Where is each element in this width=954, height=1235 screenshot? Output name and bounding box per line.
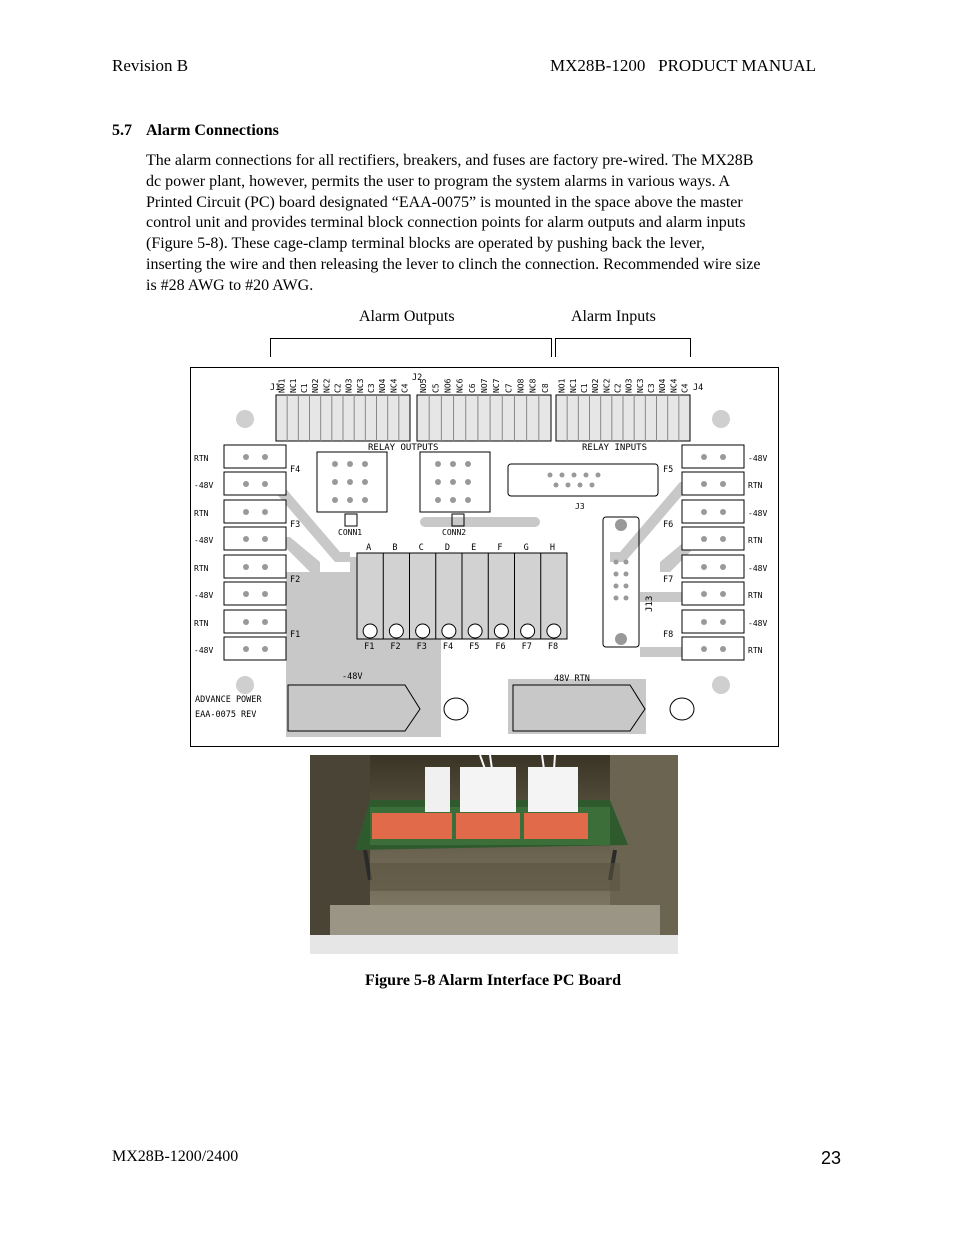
board-photo bbox=[310, 755, 678, 954]
fuse-terminal bbox=[389, 624, 403, 638]
fuse-letter: A bbox=[366, 543, 372, 553]
body-line: control unit and provides terminal block connection points for alarm outputs and alarm inputs bbox=[146, 214, 746, 232]
pin-label: NO2 bbox=[591, 378, 601, 393]
relay-inputs-label: RELAY INPUTS bbox=[582, 443, 648, 453]
figure-caption: Figure 5-8 Alarm Interface PC Board bbox=[364, 972, 622, 989]
side-terminal bbox=[224, 555, 286, 578]
fuse-label: F3 bbox=[290, 520, 301, 530]
rtn-label: RTN bbox=[748, 481, 763, 490]
pin-label: C1 bbox=[579, 383, 589, 393]
j4-label: J4 bbox=[693, 383, 704, 393]
rtn-label: RTN bbox=[748, 646, 763, 655]
fuse-label: F6 bbox=[495, 642, 506, 652]
neg48-label: -48V bbox=[194, 646, 214, 655]
fuse-terminal bbox=[363, 624, 377, 638]
rtn-label: RTN bbox=[194, 619, 209, 628]
rtn-label: RTN bbox=[194, 564, 209, 573]
pin-label: NC2 bbox=[322, 378, 332, 393]
relay-outputs-label: RELAY OUTPUTS bbox=[368, 443, 439, 453]
fuse-label: F1 bbox=[290, 630, 301, 640]
alarm-inputs-bracket bbox=[555, 338, 691, 357]
bus-rtn-label: 48V RTN bbox=[554, 674, 590, 684]
pin-label: NC4 bbox=[669, 378, 679, 393]
fuse-terminal bbox=[521, 624, 535, 638]
fuse-terminal bbox=[442, 624, 456, 638]
pin-label: NC1 bbox=[288, 378, 298, 393]
neg48-label: -48V bbox=[194, 481, 214, 490]
section-title: Alarm Connections bbox=[146, 122, 279, 139]
pin-label: NO1 bbox=[277, 378, 287, 393]
fuse-letter: G bbox=[523, 543, 529, 553]
fuse-terminal bbox=[416, 624, 430, 638]
side-terminal bbox=[224, 610, 286, 633]
pin-label: C7 bbox=[504, 383, 514, 393]
pin-label: NC3 bbox=[355, 378, 365, 393]
j1-label: J1 bbox=[270, 383, 281, 393]
pin-label: NO3 bbox=[624, 378, 634, 393]
pin-label: NC3 bbox=[635, 378, 645, 393]
pin-label: NC4 bbox=[389, 378, 399, 393]
fuse-label: F2 bbox=[290, 575, 301, 585]
side-terminal bbox=[682, 637, 744, 660]
side-terminal bbox=[224, 472, 286, 495]
fuse-label: F2 bbox=[390, 642, 401, 652]
fuse-terminal bbox=[494, 624, 508, 638]
fuse-letter: B bbox=[392, 543, 398, 553]
j2-label: J2 bbox=[412, 373, 423, 383]
rtn-label: RTN bbox=[748, 536, 763, 545]
pin-label: NO1 bbox=[557, 378, 567, 393]
side-terminal bbox=[682, 527, 744, 550]
footer-model: MX28B-1200/2400 bbox=[112, 1148, 239, 1165]
side-terminal bbox=[682, 445, 744, 468]
alarm-outputs-bracket bbox=[270, 338, 552, 357]
neg48-label: -48V bbox=[194, 536, 214, 545]
bus-neg-label: -48V bbox=[342, 672, 363, 682]
j3-label: J3 bbox=[575, 502, 585, 511]
conn2-label: CONN2 bbox=[442, 528, 467, 537]
alarm-inputs-label: Alarm Inputs bbox=[571, 308, 656, 325]
pin-label: C5 bbox=[431, 383, 441, 393]
alarm-outputs-label: Alarm Outputs bbox=[359, 308, 455, 325]
pin-label: NO4 bbox=[658, 378, 668, 393]
part-label: EAA-0075 REV bbox=[195, 710, 257, 720]
fuse-letter: H bbox=[549, 543, 555, 553]
neg48-label: -48V bbox=[748, 509, 768, 518]
pin-label: NO7 bbox=[480, 378, 489, 393]
body-line: dc power plant, however, permits the user to program the system alarms in various ways. A bbox=[146, 172, 731, 190]
side-terminal bbox=[682, 500, 744, 523]
fuse-label: F3 bbox=[416, 642, 427, 652]
side-terminal bbox=[224, 582, 286, 605]
j13-label: J13 bbox=[645, 595, 655, 612]
fuse-label: F8 bbox=[547, 642, 559, 652]
pin-label: NO3 bbox=[344, 378, 354, 393]
pin-label: NO2 bbox=[311, 378, 321, 393]
conn1-label: CONN1 bbox=[338, 528, 363, 537]
maker-label: ADVANCE POWER bbox=[195, 695, 262, 705]
section-heading bbox=[112, 122, 279, 140]
pc-board-diagram bbox=[190, 367, 779, 747]
side-terminal bbox=[224, 637, 286, 660]
pin-label: NO6 bbox=[443, 378, 453, 393]
body-line: (Figure 5-8). These cage-clamp terminal blocks are operated by pushing back the lever, bbox=[146, 235, 705, 253]
pin-label: C8 bbox=[540, 383, 550, 393]
section-body bbox=[146, 151, 846, 297]
pin-label: C2 bbox=[333, 383, 343, 393]
body-line: The alarm connections for all rectifiers, breakers, and fuses are factory pre-wired. The MX28B bbox=[146, 152, 754, 169]
pin-label: NO4 bbox=[378, 378, 388, 393]
body-line: is #28 AWG to #20 AWG. bbox=[146, 276, 314, 294]
pin-label: C3 bbox=[366, 383, 376, 393]
neg48-label: -48V bbox=[748, 454, 768, 463]
rtn-label: RTN bbox=[748, 591, 763, 600]
side-terminal bbox=[682, 555, 744, 578]
side-terminal bbox=[224, 445, 286, 468]
pin-label: NC6 bbox=[455, 378, 465, 393]
pin-label: NC2 bbox=[602, 378, 612, 393]
pin-label: NC7 bbox=[492, 378, 502, 393]
fuse-letter: E bbox=[471, 543, 477, 553]
fuse-terminal bbox=[547, 624, 561, 638]
body-line: inserting the wire and then releasing the lever to clinch the connection. Recommended wire size bbox=[146, 255, 761, 273]
pin-label: NO5 bbox=[419, 378, 429, 393]
side-terminal bbox=[682, 472, 744, 495]
fuse-label: F6 bbox=[663, 520, 674, 530]
pin-label: C3 bbox=[646, 383, 656, 393]
neg48-label: -48V bbox=[748, 564, 768, 573]
fuse-label: F5 bbox=[663, 465, 674, 475]
body-line: Printed Circuit (PC) board designated “EAA-0075” is mounted in the space above the master bbox=[146, 193, 743, 211]
pin-label: NC8 bbox=[528, 378, 538, 393]
neg48-label: -48V bbox=[748, 619, 768, 628]
fuse-label: F5 bbox=[469, 642, 480, 652]
side-terminal bbox=[224, 527, 286, 550]
pin-label: NO8 bbox=[516, 378, 526, 393]
fuse-letter: F bbox=[497, 543, 503, 553]
fuse-label: F7 bbox=[663, 575, 674, 585]
fuse-label: F7 bbox=[521, 642, 532, 652]
header-manual-title: MX28B-1200 PRODUCT MANUAL bbox=[550, 56, 817, 75]
page-number: 23 bbox=[821, 1148, 842, 1168]
rtn-label: RTN bbox=[194, 509, 209, 518]
pin-label: C2 bbox=[613, 383, 623, 393]
side-terminal bbox=[224, 500, 286, 523]
side-terminal bbox=[682, 582, 744, 605]
fuse-label: F1 bbox=[364, 642, 375, 652]
pin-label: C1 bbox=[299, 383, 309, 393]
side-terminal bbox=[682, 610, 744, 633]
fuse-label: F4 bbox=[442, 642, 454, 652]
header-revision: Revision B bbox=[112, 56, 189, 75]
pin-label: C6 bbox=[467, 383, 477, 393]
neg48-label: -48V bbox=[194, 591, 214, 600]
terminal-blocks bbox=[276, 395, 690, 441]
fuse-label: F4 bbox=[290, 465, 301, 475]
pin-label: C4 bbox=[400, 383, 410, 393]
pin-label: C4 bbox=[680, 383, 690, 393]
fuse-terminal bbox=[468, 624, 482, 638]
pin-label: NC1 bbox=[568, 378, 578, 393]
fuse-label: F8 bbox=[663, 630, 674, 640]
fuse-letter: C bbox=[418, 543, 424, 553]
fuse-letter: D bbox=[444, 543, 450, 553]
section-number: 5.7 bbox=[112, 122, 132, 139]
rtn-label: RTN bbox=[194, 454, 209, 463]
